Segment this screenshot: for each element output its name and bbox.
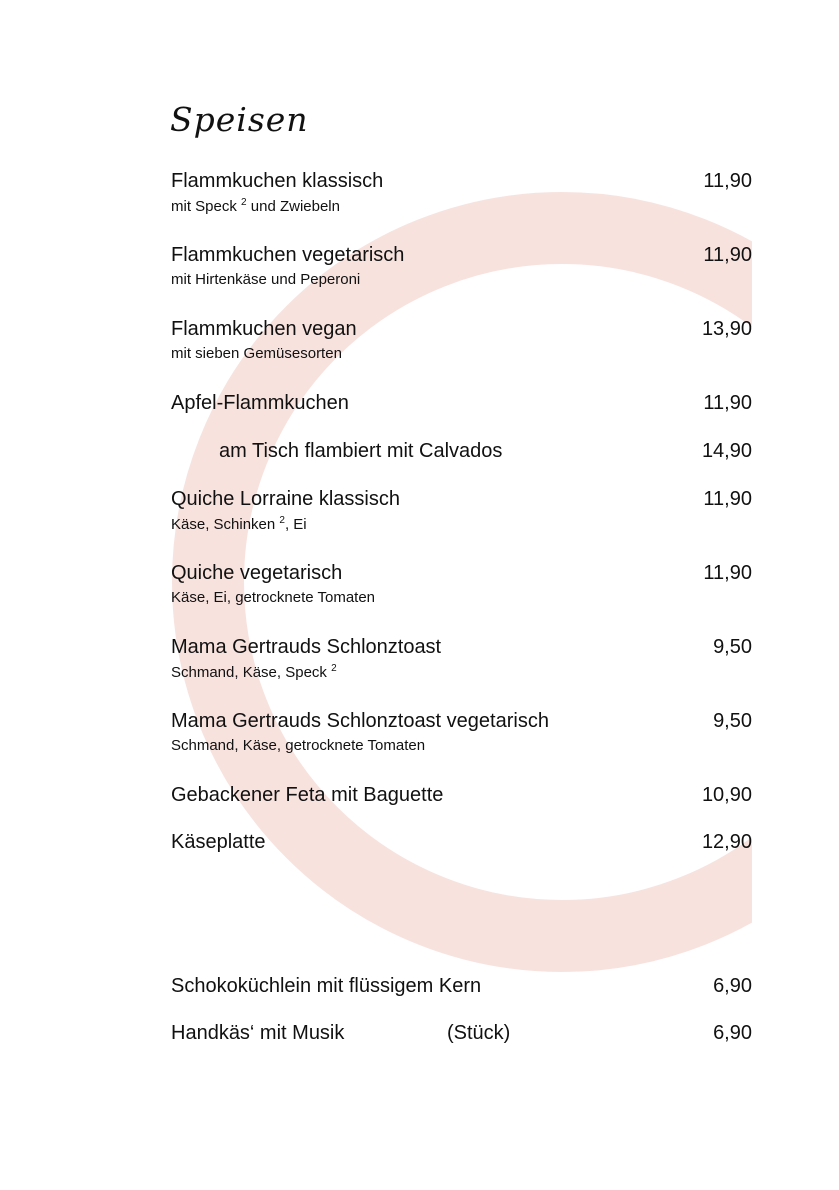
allergen-footnote: 2 <box>279 515 285 526</box>
item-name: am Tisch flambiert mit Calvados <box>219 440 503 462</box>
description-text: , Ei <box>284 516 307 533</box>
description-text: Schmand, Käse, Speck <box>171 664 332 681</box>
menu-item <box>171 318 752 362</box>
item-name: Flammkuchen vegan <box>171 318 357 340</box>
allergen-footnote: 2 <box>331 663 337 674</box>
item-unit: (Stück) <box>447 1022 511 1044</box>
description-text: mit Speck <box>171 198 242 215</box>
item-description: Käse, Ei, getrocknete Tomaten <box>171 589 376 606</box>
item-price: 11,90 <box>703 488 752 510</box>
item-price: 9,50 <box>713 710 752 732</box>
item-name: Handkäs‘ mit Musik <box>171 1022 345 1044</box>
menu-item <box>171 636 752 681</box>
menu-item <box>171 975 752 1001</box>
item-description <box>171 663 337 681</box>
menu-item-variant <box>171 440 752 466</box>
item-price: 10,90 <box>701 784 752 806</box>
item-price: 14,90 <box>701 440 752 462</box>
item-price: 11,90 <box>703 562 752 584</box>
menu-item <box>171 1022 752 1048</box>
item-name: Mama Gertrauds Schlonztoast <box>171 636 442 658</box>
menu-item <box>171 392 752 418</box>
item-price: 12,90 <box>701 831 752 853</box>
menu-item <box>171 562 752 606</box>
item-description <box>171 197 340 215</box>
description-text: Käse, Schinken <box>171 516 280 533</box>
menu-item <box>171 831 752 857</box>
item-name: Quiche vegetarisch <box>171 562 343 584</box>
item-price: 6,90 <box>713 1022 752 1044</box>
page-title: Speisen <box>170 100 309 139</box>
item-price: 11,90 <box>703 244 752 266</box>
item-price: 9,50 <box>713 636 752 658</box>
item-name: Flammkuchen klassisch <box>171 170 384 192</box>
description-text: und Zwiebeln <box>246 198 340 215</box>
item-name: Käseplatte <box>171 831 266 853</box>
item-name: Schokoküchlein mit flüssigem Kern <box>171 975 482 997</box>
item-description: mit sieben Gemüsesorten <box>171 345 342 362</box>
item-description <box>171 515 307 533</box>
item-price: 13,90 <box>701 318 752 340</box>
menu-item <box>171 244 752 288</box>
item-name: Flammkuchen vegetarisch <box>171 244 405 266</box>
item-name: Gebackener Feta mit Baguette <box>171 784 444 806</box>
menu-item <box>171 170 752 215</box>
item-name: Mama Gertrauds Schlonztoast vegetarisch <box>171 710 549 732</box>
item-description: mit Hirtenkäse und Peperoni <box>171 271 361 288</box>
menu-item <box>171 710 752 754</box>
item-price: 11,90 <box>703 392 752 414</box>
menu-item <box>171 784 752 810</box>
item-name: Apfel-Flammkuchen <box>171 392 349 414</box>
item-price: 11,90 <box>703 170 752 192</box>
item-price: 6,90 <box>713 975 752 997</box>
allergen-footnote: 2 <box>241 197 247 208</box>
item-name: Quiche Lorraine klassisch <box>171 488 400 510</box>
menu-item <box>171 488 752 533</box>
item-description: Schmand, Käse, getrocknete Tomaten <box>171 737 426 754</box>
